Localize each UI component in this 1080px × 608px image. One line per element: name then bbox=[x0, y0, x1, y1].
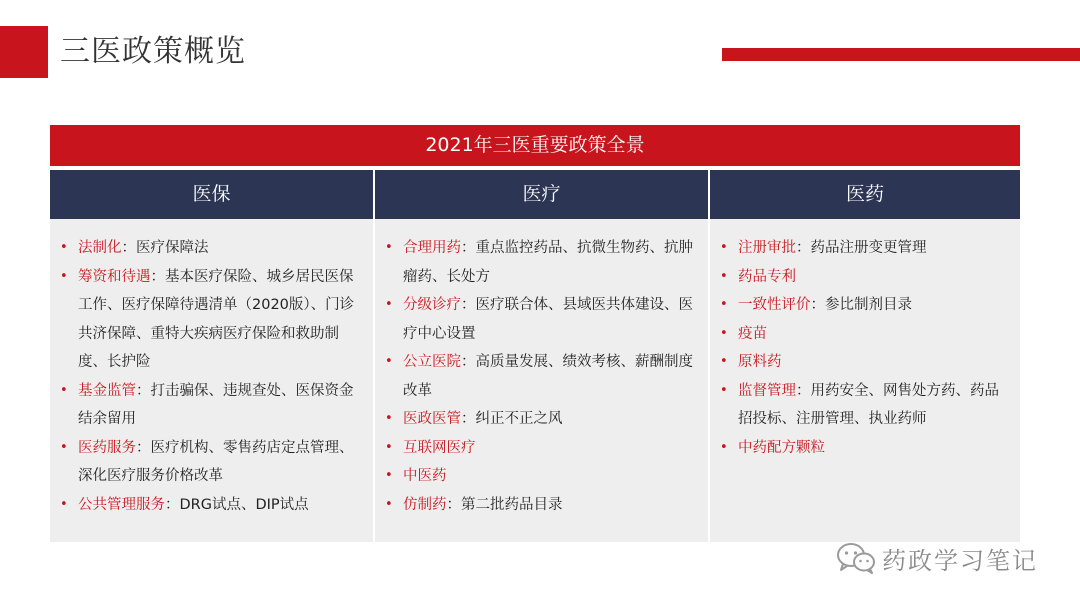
policy-item bbox=[403, 291, 694, 348]
policy-item bbox=[403, 491, 694, 520]
policy-item bbox=[738, 348, 1006, 377]
policy-item bbox=[738, 291, 1006, 320]
watermark bbox=[836, 540, 1038, 576]
column-panel-yiyao bbox=[710, 219, 1020, 542]
wechat-icon bbox=[836, 542, 876, 574]
page-title: 三医政策概览 bbox=[60, 34, 246, 69]
policy-item-key: 基金监管 bbox=[78, 382, 136, 399]
policy-item-text: ：医疗机构、零售药店定点管理、深化医疗服务价格改革 bbox=[78, 439, 354, 484]
policy-item bbox=[78, 434, 359, 491]
column-header-yibao: 医保 bbox=[50, 170, 373, 219]
policy-item bbox=[403, 234, 694, 291]
policy-item bbox=[403, 462, 694, 491]
column-header-yiliao: 医疗 bbox=[375, 170, 708, 219]
policy-item bbox=[738, 434, 1006, 463]
column-header-yiyao: 医药 bbox=[710, 170, 1020, 219]
policy-item-text: ：用药安全、网售处方药、药品招投标、注册管理、执业药师 bbox=[738, 382, 999, 427]
policy-item bbox=[403, 348, 694, 405]
title-accent-block bbox=[0, 26, 48, 78]
policy-item-key: 仿制药 bbox=[403, 496, 447, 513]
policy-item-text: ：药品注册变更管理 bbox=[796, 240, 927, 256]
policy-item-key: 中医药 bbox=[403, 468, 447, 484]
policy-item bbox=[738, 234, 1006, 263]
policy-item-key: 公共管理服务 bbox=[78, 496, 165, 513]
policy-item bbox=[78, 263, 359, 377]
policy-item bbox=[403, 405, 694, 434]
policy-item-text: ：DRG试点、DIP试点 bbox=[165, 496, 309, 513]
policy-item bbox=[738, 320, 1006, 349]
policy-item-key: 医药服务 bbox=[78, 439, 136, 456]
policy-item-key: 分级诊疗 bbox=[403, 297, 461, 313]
policy-item-text: ：医疗联合体、县域医共体建设、医疗中心设置 bbox=[403, 297, 693, 342]
policy-item-key: 监督管理 bbox=[738, 382, 796, 399]
policy-item-key: 公立医院 bbox=[403, 354, 461, 370]
policy-item-text: ：第二批药品目录 bbox=[446, 496, 563, 513]
policy-item-text: ：打击骗保、违规查处、医保资金结余留用 bbox=[78, 382, 354, 427]
policy-item bbox=[78, 491, 359, 520]
policy-item bbox=[403, 434, 694, 463]
policy-item-key: 原料药 bbox=[738, 354, 782, 370]
policy-item-text: ：高质量发展、绩效考核、薪酬制度改革 bbox=[403, 354, 693, 399]
policy-item bbox=[738, 263, 1006, 292]
policy-item-key: 疫苗 bbox=[738, 325, 767, 342]
policy-item-key: 药品专利 bbox=[738, 268, 796, 285]
header-accent-bar bbox=[722, 48, 1080, 61]
policy-item-text: ：重点监控药品、抗微生物药、抗肿瘤药、长处方 bbox=[403, 240, 693, 285]
column-panel-yiliao bbox=[375, 219, 708, 542]
policy-item-text: ：医疗保障法 bbox=[121, 240, 209, 256]
column-panel-yibao bbox=[50, 219, 373, 542]
policy-item-key: 合理用药 bbox=[403, 240, 461, 256]
policy-item-text: ：参比制剂目录 bbox=[810, 297, 912, 313]
table-banner: 2021年三医重要政策全景 bbox=[50, 125, 1020, 166]
policy-item bbox=[78, 234, 359, 263]
watermark-text: 药政学习笔记 bbox=[882, 546, 1038, 575]
policy-item-text: ：基本医疗保险、城乡居民医保工作、医疗保障待遇清单（2020版）、门诊共济保障、重特大疾病医疗保险和救助制度、长护险 bbox=[78, 268, 355, 370]
policy-item-key: 法制化 bbox=[78, 240, 122, 256]
policy-item-key: 注册审批 bbox=[738, 240, 796, 256]
policy-item-key: 医政医管 bbox=[403, 411, 461, 427]
policy-item-key: 互联网医疗 bbox=[403, 439, 476, 456]
policy-item-text: ：纠正不正之风 bbox=[461, 411, 563, 427]
policy-item bbox=[738, 377, 1006, 434]
policy-item-key: 筹资和待遇 bbox=[78, 268, 151, 285]
policy-item bbox=[78, 377, 359, 434]
policy-item-key: 一致性评价 bbox=[738, 297, 811, 313]
policy-item-key: 中药配方颗粒 bbox=[738, 439, 825, 456]
